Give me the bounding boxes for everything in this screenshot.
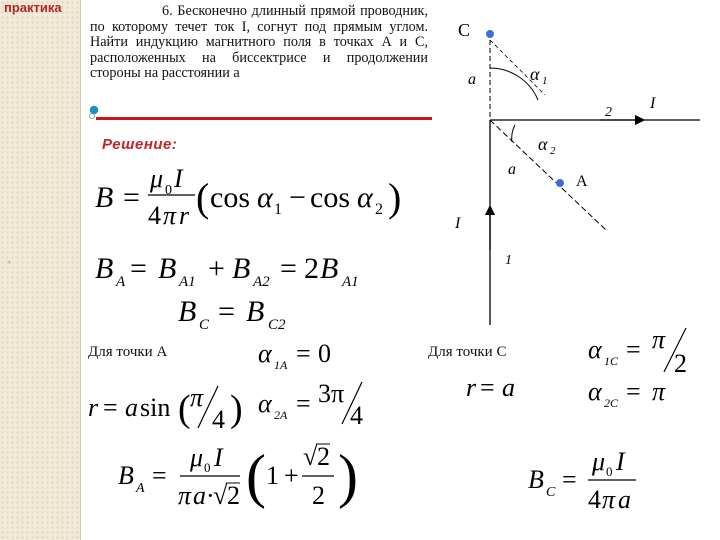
svg-text:I: I <box>174 164 183 193</box>
svg-text:A1: A1 <box>342 274 359 290</box>
svg-text:μ: μ <box>592 447 606 476</box>
svg-text:0: 0 <box>606 464 613 479</box>
svg-text:=: = <box>123 181 140 214</box>
problem-statement: 6. Бесконечно длинный прямой проводник, по которому течет ток I, согнут под прямым углом. Найти индукцию магнитного поля в точках А и С, расположенных на биссектрисе и продолжении стороны на расстоянии a <box>90 3 428 82</box>
point-a-marker <box>556 179 564 187</box>
svg-text:α: α <box>357 181 373 214</box>
stray-mark: , <box>8 254 11 265</box>
formula-ba-sum <box>95 252 359 290</box>
svg-text:α: α <box>258 339 272 368</box>
svg-text:0: 0 <box>204 460 211 475</box>
diagram-segment-1: 1 <box>505 253 512 268</box>
diagram-current-bottom: I <box>455 215 461 232</box>
svg-text:=: = <box>152 461 167 490</box>
svg-text:π: π <box>178 481 192 510</box>
diagram-alpha1-sub: 1 <box>542 75 548 87</box>
svg-text:r: r <box>179 201 190 230</box>
diagram-alpha2: α <box>538 134 548 154</box>
svg-text:r: r <box>466 373 477 402</box>
svg-text:A1: A1 <box>179 274 196 290</box>
svg-text:(: ( <box>178 388 191 430</box>
svg-text:4: 4 <box>148 201 161 230</box>
svg-text:3π: 3π <box>318 379 345 408</box>
svg-text:π: π <box>602 485 616 514</box>
formula-bc-final <box>528 447 636 514</box>
svg-text:=: = <box>218 295 235 328</box>
diagram-alpha1: α <box>530 64 540 84</box>
svg-text:I: I <box>616 447 625 476</box>
diagram-current-right: I <box>650 95 656 112</box>
svg-text:A: A <box>116 274 126 290</box>
svg-text:=: = <box>103 393 118 422</box>
svg-text:B: B <box>320 252 339 285</box>
svg-text:2A: 2A <box>274 408 288 422</box>
diagram-label-a-bottom: a <box>508 161 516 178</box>
svg-text:B: B <box>528 465 544 494</box>
svg-text:=: = <box>296 389 311 418</box>
svg-text:π: π <box>190 383 204 412</box>
svg-text:1A: 1A <box>274 358 288 372</box>
svg-text:B: B <box>232 252 251 285</box>
svg-text:B: B <box>158 252 177 285</box>
svg-text:A: A <box>136 481 145 496</box>
svg-text:α: α <box>588 377 602 406</box>
formula-alpha2c <box>588 377 666 410</box>
svg-text:4: 4 <box>588 485 601 514</box>
svg-text:=: = <box>626 377 641 406</box>
svg-text:α: α <box>258 389 272 418</box>
angle-arc-alpha2 <box>512 125 515 142</box>
svg-text:√: √ <box>213 481 228 510</box>
svg-text:=: = <box>626 335 641 364</box>
label-point-c: Для точки С <box>428 344 507 360</box>
svg-text:): ) <box>338 443 358 509</box>
formula-r-c <box>466 373 515 402</box>
svg-text:·: · <box>206 481 215 510</box>
diagram-segment-2: 2 <box>605 105 612 120</box>
svg-text:1: 1 <box>266 461 279 490</box>
svg-text:cos: cos <box>210 181 250 214</box>
formula-alpha1a <box>258 339 331 372</box>
svg-text:2: 2 <box>375 201 383 218</box>
diagram-label-a: A <box>576 173 588 190</box>
svg-text:r: r <box>88 393 99 422</box>
solution-label: Решение: <box>102 136 178 153</box>
svg-text:+: + <box>284 461 299 490</box>
svg-text:): ) <box>230 388 243 430</box>
svg-text:1: 1 <box>274 201 282 218</box>
svg-text:C: C <box>199 317 210 333</box>
svg-text:a: a <box>618 485 631 514</box>
svg-text:2: 2 <box>674 349 687 378</box>
svg-text:0: 0 <box>165 183 172 198</box>
svg-text:π: π <box>163 201 177 230</box>
svg-text:): ) <box>388 175 402 220</box>
svg-text:1C: 1C <box>604 354 619 368</box>
svg-text:=: = <box>562 465 577 494</box>
svg-text:2: 2 <box>317 442 330 471</box>
formula-alpha1c <box>588 325 687 378</box>
svg-text:B: B <box>95 181 114 214</box>
svg-text:π: π <box>652 377 666 406</box>
svg-text:μ: μ <box>190 443 204 472</box>
svg-text:+: + <box>208 252 225 285</box>
svg-text:2: 2 <box>227 481 240 510</box>
svg-text:0: 0 <box>318 339 331 368</box>
svg-text:a: a <box>193 481 206 510</box>
svg-text:(: ( <box>196 175 210 220</box>
diagram-label-c: C <box>458 20 471 40</box>
svg-text:2C: 2C <box>604 396 619 410</box>
svg-text:α: α <box>588 335 602 364</box>
svg-text:cos: cos <box>310 181 350 214</box>
formula-alpha2a <box>258 379 363 430</box>
svg-text:a: a <box>125 393 138 422</box>
svg-text:a: a <box>502 373 515 402</box>
svg-text:−: − <box>289 181 306 214</box>
label-point-a: Для точки А <box>88 344 168 360</box>
point-c-marker <box>486 30 494 38</box>
svg-text:(: ( <box>246 443 266 509</box>
svg-text:μ: μ <box>150 164 164 193</box>
svg-text:B: B <box>118 461 134 490</box>
svg-text:B: B <box>178 295 197 328</box>
section-label: практика <box>4 0 62 15</box>
svg-text:C: C <box>546 485 556 500</box>
svg-text:√: √ <box>303 442 318 471</box>
svg-text:A2: A2 <box>253 274 270 290</box>
formula-general <box>95 164 401 230</box>
svg-text:π: π <box>652 325 666 354</box>
svg-text:4: 4 <box>350 401 363 430</box>
svg-text:α: α <box>257 181 273 214</box>
svg-text:=: = <box>130 252 147 285</box>
svg-text:2: 2 <box>304 252 319 285</box>
svg-text:=: = <box>480 373 495 402</box>
svg-text:4: 4 <box>212 405 225 434</box>
svg-text:=: = <box>296 339 311 368</box>
wire-diagram <box>486 30 700 325</box>
svg-text:B: B <box>95 252 114 285</box>
svg-text:sin: sin <box>140 393 171 422</box>
diagram-alpha2-sub: 2 <box>550 145 556 157</box>
svg-text:C2: C2 <box>268 317 286 333</box>
formula-r-a <box>88 383 243 434</box>
formula-bc <box>178 295 286 333</box>
diagram-label-a-top: a <box>468 71 476 88</box>
svg-text:2: 2 <box>312 481 325 510</box>
svg-text:=: = <box>280 252 297 285</box>
svg-text:B: B <box>246 295 265 328</box>
formula-ba-final <box>118 442 358 510</box>
svg-text:I: I <box>214 443 223 472</box>
